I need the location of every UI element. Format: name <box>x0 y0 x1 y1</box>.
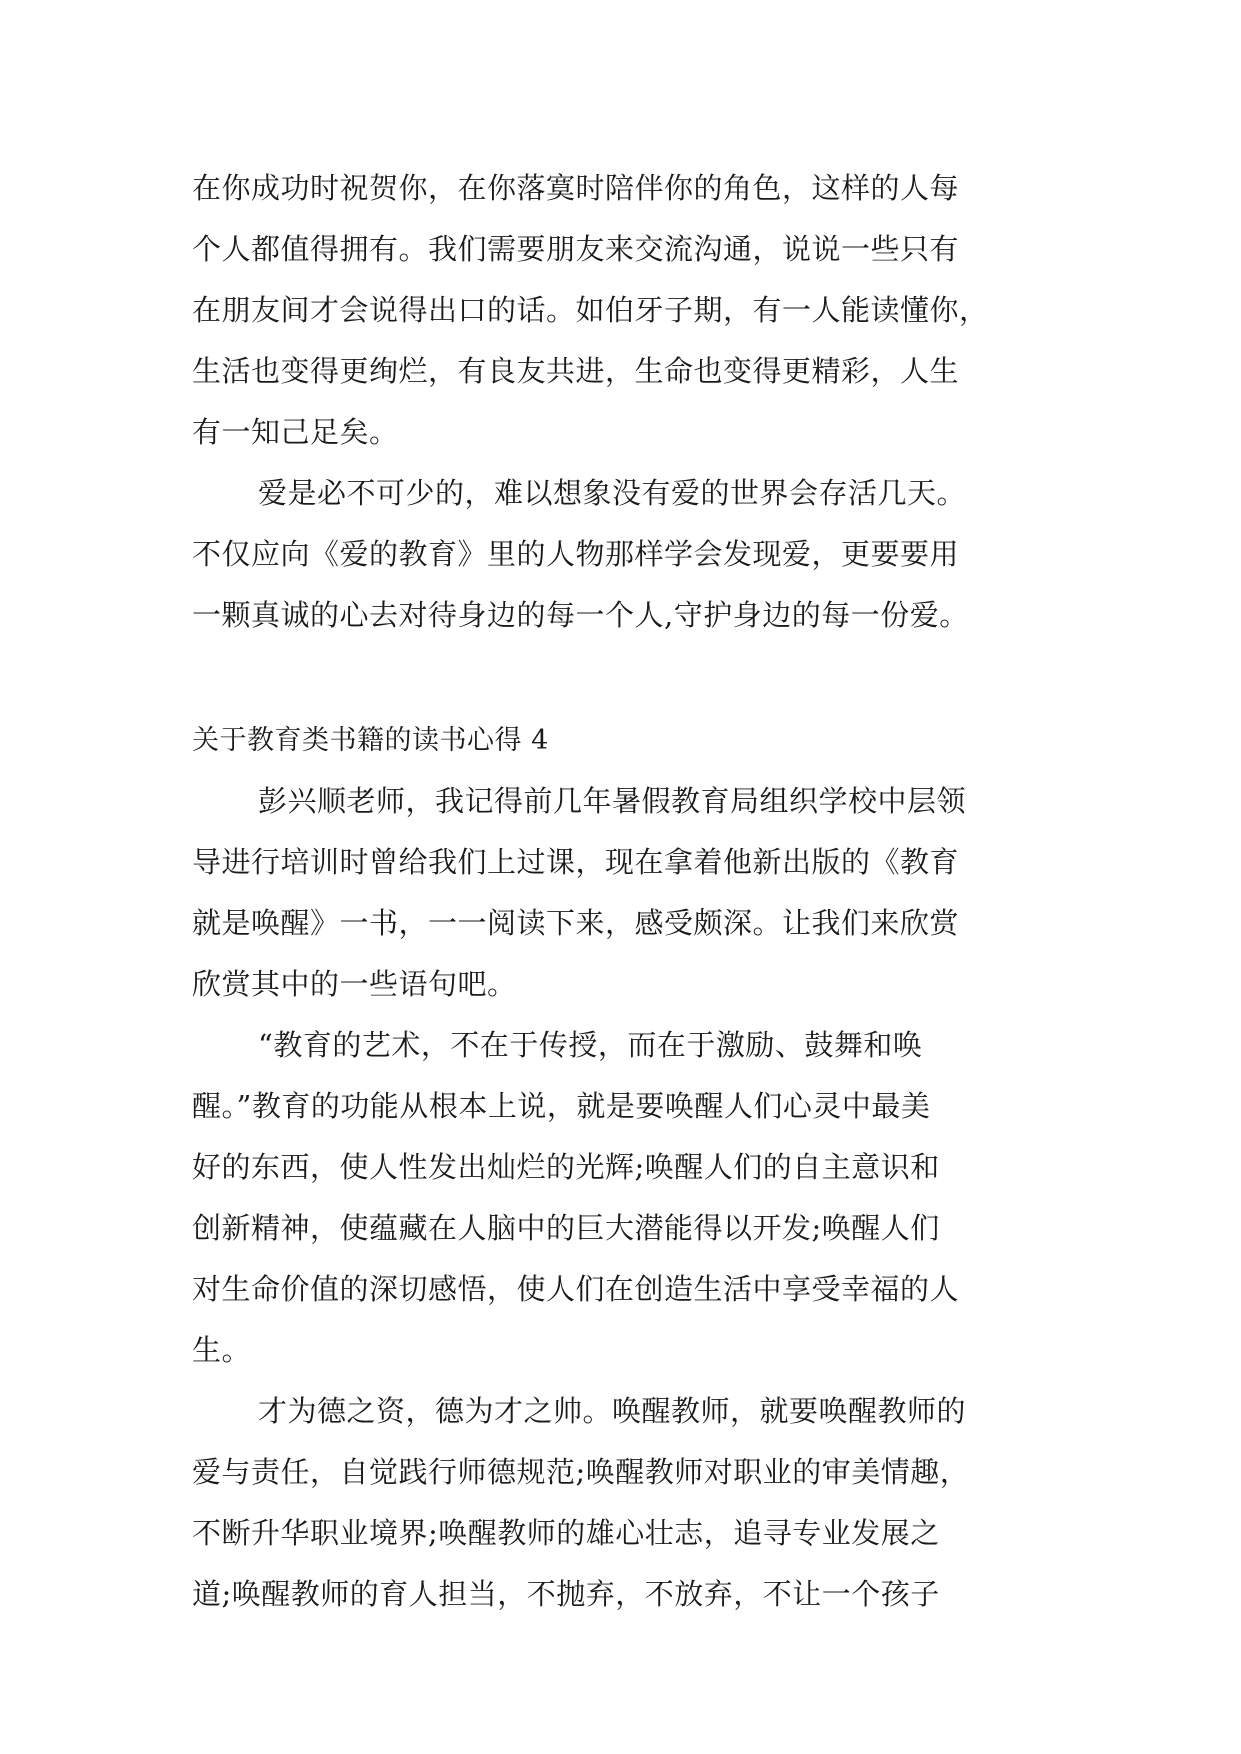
text-line: 在朋友间才会说得出口的话。如伯牙子期，有一人能读懂你， <box>192 293 989 327</box>
text-line: 才为德之资，德为才之帅。唤醒教师，就要唤醒教师的 <box>258 1394 967 1428</box>
text-line: 有一知己足矣。 <box>192 415 399 449</box>
text-line: 道;唤醒教师的育人担当，不抛弃，不放弃，不让一个孩子 <box>192 1577 940 1611</box>
text-line: 爱是必不可少的，难以想象没有爱的世界会存活几天。 <box>258 476 967 510</box>
text-line: “教育的艺术，不在于传授，而在于激励、鼓舞和唤 <box>258 1028 923 1062</box>
text-line: 就是唤醒》一书，一一阅读下来，感受颇深。让我们来欣赏 <box>192 906 960 940</box>
text-line: 一颗真诚的心去对待身边的每一个人,守护身边的每一份爱。 <box>192 598 969 632</box>
text-line: 导进行培训时曾给我们上过课，现在拿着他新出版的《教育 <box>192 845 960 879</box>
paragraph-friendship <box>192 158 1072 463</box>
text-line: 创新精神，使蕴藏在人脑中的巨大潜能得以开发;唤醒人们 <box>192 1211 940 1245</box>
text-line: 爱与责任，自觉践行师德规范;唤醒教师对职业的审美情趣， <box>192 1455 970 1489</box>
text-line: 不仅应向《爱的教育》里的人物那样学会发现爱，更要要用 <box>192 537 960 571</box>
paragraph-art-of-education <box>192 1015 1072 1381</box>
document-body <box>192 158 1072 1625</box>
section-heading: 关于教育类书籍的读书心得 4 <box>192 725 549 756</box>
paragraph-intro <box>192 771 1072 1015</box>
text-line: 好的东西，使人性发出灿烂的光辉;唤醒人们的自主意识和 <box>192 1150 940 1184</box>
text-line: 生。 <box>192 1333 252 1367</box>
text-line: 个人都值得拥有。我们需要朋友来交流沟通，说说一些只有 <box>192 232 960 266</box>
paragraph-awaken-teachers <box>192 1381 1072 1625</box>
text-line: 醒。”教育的功能从根本上说，就是要唤醒人们心灵中最美 <box>192 1089 931 1123</box>
text-line: 彭兴顺老师，我记得前几年暑假教育局组织学校中层领 <box>258 784 967 818</box>
text-line: 对生命价值的深切感悟，使人们在创造生活中享受幸福的人 <box>192 1272 960 1306</box>
section-gap <box>192 646 1072 710</box>
text-line: 欣赏其中的一些语句吧。 <box>192 967 517 1001</box>
text-line: 在你成功时祝贺你，在你落寞时陪伴你的角色，这样的人每 <box>192 171 960 205</box>
text-line: 不断升华职业境界;唤醒教师的雄心壮志，追寻专业发展之 <box>192 1516 940 1550</box>
paragraph-love <box>192 463 1072 646</box>
text-line: 生活也变得更绚烂，有良友共进，生命也变得更精彩，人生 <box>192 354 960 388</box>
